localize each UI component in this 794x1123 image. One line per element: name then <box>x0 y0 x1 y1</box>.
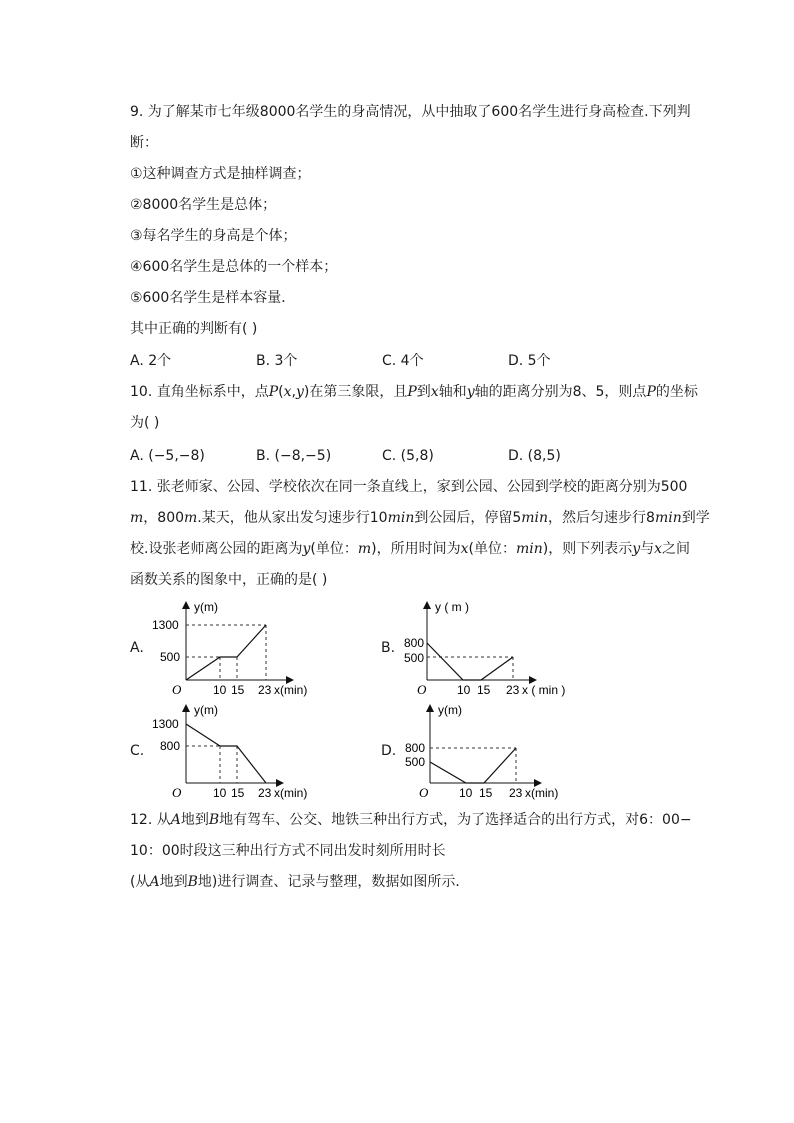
graph-c-ytick-800: 800 <box>160 739 181 753</box>
graph-d-ylabel: y(m) <box>438 703 462 717</box>
q11-line1: 11. 张老师家、公园、学校依次在同一条直线上，家到公园、公园到学校的距离分别为500 <box>130 479 688 495</box>
graph-c-origin: O <box>172 785 182 800</box>
graph-d-ytick-500: 500 <box>405 755 426 769</box>
graph-a-curve <box>186 625 266 680</box>
q10-option-c[interactable]: C. (5,8) <box>382 448 434 464</box>
q12-line3: (从A地到B地)进行调查、记录与整理，数据如图所示． <box>130 874 470 890</box>
graph-a-origin: O <box>172 682 182 697</box>
graph-c-curve <box>186 724 266 783</box>
graph-a[interactable] <box>150 595 308 699</box>
graph-a-xtick-15: 15 <box>231 683 245 697</box>
graph-c[interactable] <box>150 698 308 802</box>
q12-line1: 12. 从A地到B地有驾车、公交、地铁三种出行方式，为了选择适合的出行方式，对6：00− <box>130 812 692 828</box>
q9-item-4: ④600名学生是总体的一个样本； <box>130 259 338 275</box>
q9-line1: 9. 为了解某市七年级8000名学生的身高情况，从中抽取了600名学生进行身高检查.下列判 <box>130 104 691 120</box>
graph-b-xtick-15: 15 <box>477 683 491 697</box>
q9-prompt: 其中正确的判断有( ) <box>130 321 258 337</box>
graph-b-y-arrow <box>423 601 431 609</box>
graph-b-label[interactable]: B. <box>381 640 396 656</box>
q9-item-5: ⑤600名学生是样本容量． <box>130 290 296 306</box>
graph-a-xtick-10: 10 <box>213 683 227 697</box>
q9-option-d[interactable]: D. 5个 <box>508 353 551 369</box>
graph-b-ytick-800: 800 <box>404 636 425 650</box>
graph-b-curve <box>427 643 513 680</box>
graph-b-ylabel: y ( m ) <box>435 600 469 614</box>
q10-option-b[interactable]: B. (−8,−5) <box>256 448 332 464</box>
graph-d-label[interactable]: D. <box>381 743 397 759</box>
q9-item-1: ①这种调查方式是抽样调查； <box>130 166 311 182</box>
graph-d-y-arrow <box>426 704 434 712</box>
graph-a-ylabel: y(m) <box>194 600 218 614</box>
graph-a-xlabel: x(min) <box>274 683 308 697</box>
graph-d-xtick-23: 23 <box>509 786 523 800</box>
graph-d-svg <box>400 698 580 798</box>
graph-d-xtick-15: 15 <box>479 786 493 800</box>
graph-a-ytick-1300: 1300 <box>152 618 179 632</box>
graph-b-origin: O <box>417 682 427 697</box>
graph-c-ytick-1300: 1300 <box>152 717 179 731</box>
graph-b-xtick-23: 23 <box>506 683 520 697</box>
graph-c-xtick-10: 10 <box>213 786 227 800</box>
graph-a-xtick-23: 23 <box>258 683 272 697</box>
q10-line2: 为( ) <box>130 415 160 431</box>
graph-c-xlabel: x(min) <box>274 786 308 800</box>
graph-d-xtick-10: 10 <box>459 786 473 800</box>
q11-line2: m，800m.某天，他从家出发匀速步行10min到公园后，停留5min，然后匀速步行8min到学 <box>130 510 710 526</box>
graph-b-xtick-10: 10 <box>457 683 471 697</box>
graph-c-label[interactable]: C. <box>130 743 145 759</box>
q10-line1: 10. 直角坐标系中，点P(x,y)在第三象限，且P到x轴和y轴的距离分别为8、5，则点P的坐标 <box>130 384 698 400</box>
graph-b-xlabel: x ( min ) <box>522 683 566 697</box>
graph-d-curve <box>430 748 516 783</box>
q9-item-2: ②8000名学生是总体； <box>130 197 277 213</box>
graph-c-ylabel: y(m) <box>194 703 218 717</box>
graph-d-xlabel: x(min) <box>525 786 559 800</box>
graph-d[interactable] <box>400 698 580 802</box>
q9-item-3: ③每名学生的身高是个体； <box>130 228 297 244</box>
graph-c-xtick-23: 23 <box>258 786 272 800</box>
graph-c-y-arrow <box>182 704 190 712</box>
graph-c-xtick-15: 15 <box>231 786 245 800</box>
graph-b[interactable] <box>400 595 580 699</box>
graph-c-svg <box>150 698 308 800</box>
q9-line2: 断： <box>130 135 158 151</box>
graph-a-ytick-500: 500 <box>160 650 181 664</box>
q10-option-a[interactable]: A. (−5,−8) <box>130 448 205 464</box>
q12-line2: 10：00时段这三种出行方式不同出发时刻所用时长 <box>130 843 446 859</box>
q9-option-b[interactable]: B. 3个 <box>256 353 298 369</box>
graph-a-label[interactable]: A. <box>130 640 144 656</box>
q11-line3: 校.设张老师离公园的距离为y(单位：m)，所用时间为x(单位：min)，则下列表示y与x之间 <box>130 541 691 557</box>
graph-d-origin: O <box>419 785 429 800</box>
q10-option-d[interactable]: D. (8,5) <box>508 448 561 464</box>
graph-b-svg <box>400 595 580 695</box>
q11-line4: 函数关系的图象中，正确的是( ) <box>130 572 328 588</box>
graph-a-y-arrow <box>182 601 190 609</box>
graph-d-ytick-800: 800 <box>405 741 426 755</box>
graph-a-svg <box>150 595 308 697</box>
q9-option-a[interactable]: A. 2个 <box>130 353 172 369</box>
graph-b-ytick-500: 500 <box>404 651 425 665</box>
q9-option-c[interactable]: C. 4个 <box>382 353 424 369</box>
